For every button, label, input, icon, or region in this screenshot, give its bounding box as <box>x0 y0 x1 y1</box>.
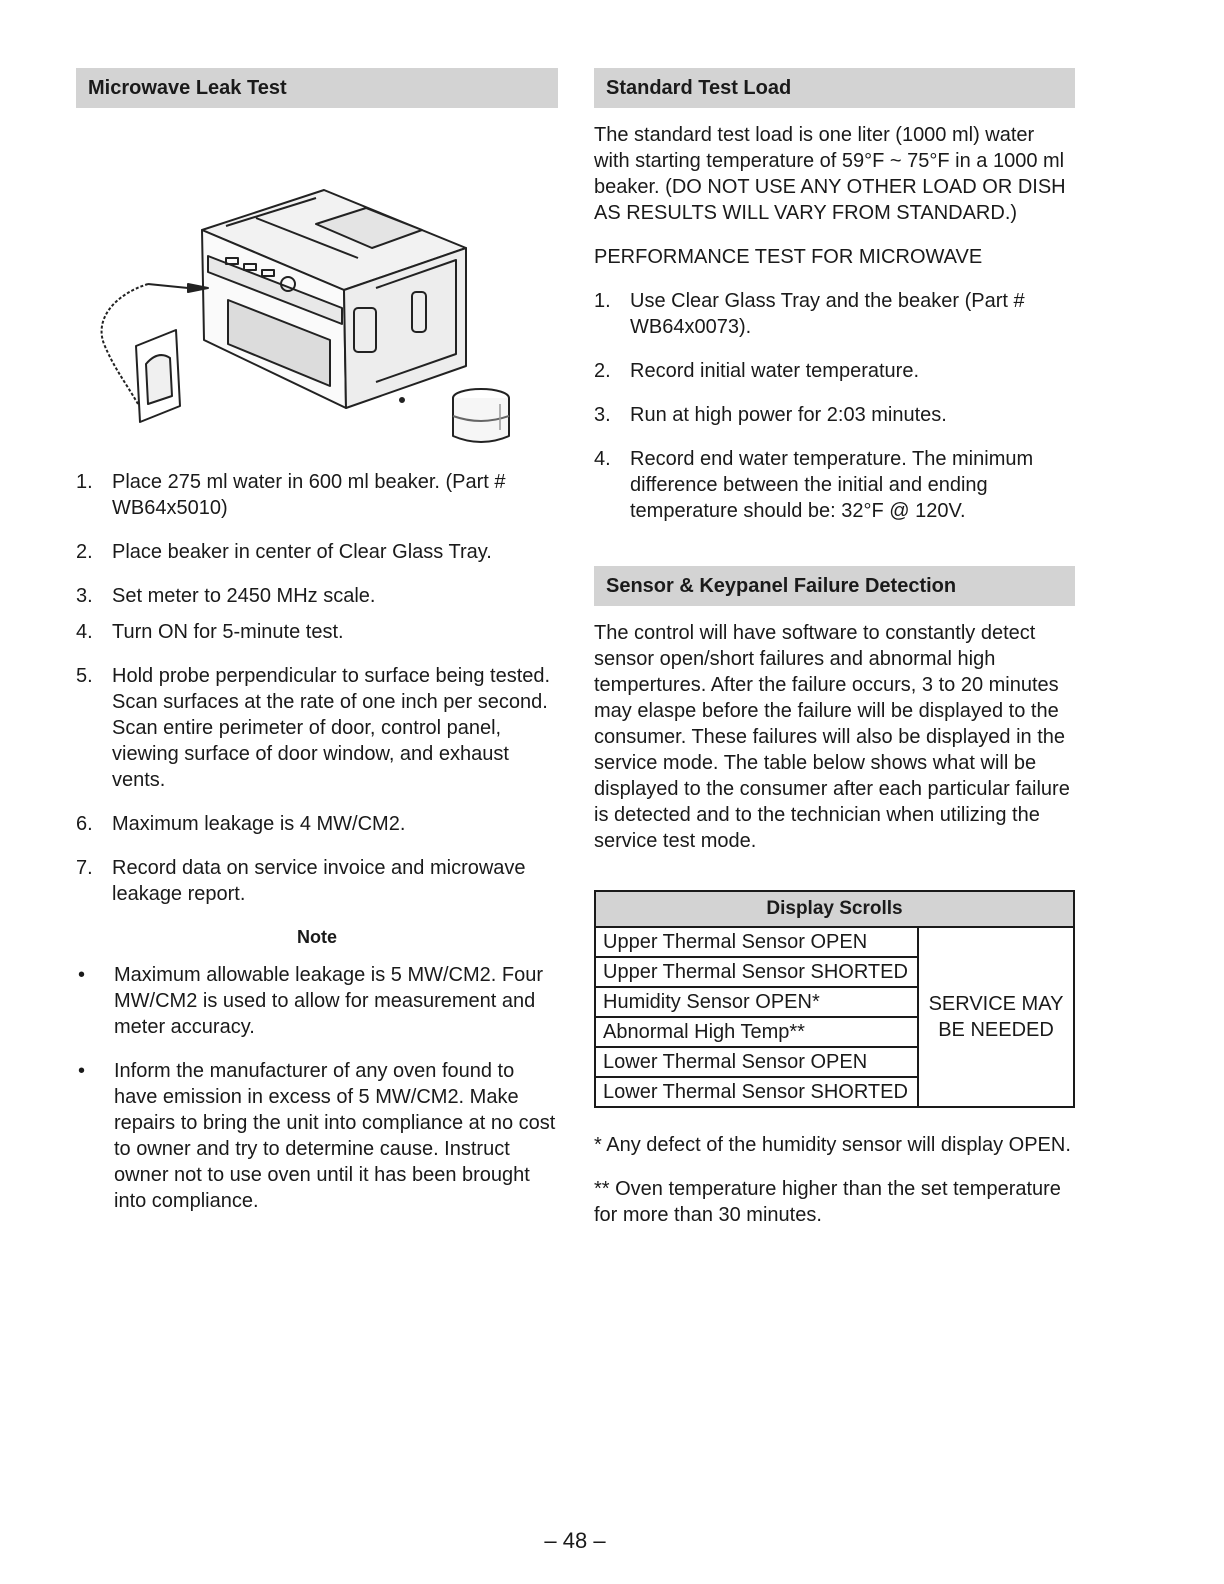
bullet-text: Inform the manufacturer of any oven found to have emission in excess of 5 MW/CM2. Make repairs to bring the unit into compliance at no cost to owner and try to determine cause. Instruct owner not to use oven until it has been brought into compliance. <box>114 1060 556 1212</box>
list-item <box>594 358 1075 384</box>
leak-test-steps <box>76 469 558 907</box>
step-text: Hold probe perpendicular to surface being tested. Scan surfaces at the rate of one inch per second. Scan entire perimeter of door, control panel, viewing surface of door window, and exhaust vents. <box>112 665 551 791</box>
step-number: 2. <box>594 360 611 382</box>
note-bullets <box>76 962 558 1214</box>
bullet-text: Maximum allowable leakage is 5 MW/CM2. Four MW/CM2 is used to allow for measurement and meter accuracy. <box>114 964 544 1038</box>
footnote-oven-temp: ** Oven temperature higher than the set temperature for more than 30 minutes. <box>594 1178 1061 1226</box>
step-text: Record initial water temperature. <box>630 360 920 382</box>
step-text: Use Clear Glass Tray and the beaker (Part # WB64x0073). <box>630 290 1025 338</box>
footnote-humidity: * Any defect of the humidity sensor will display OPEN. <box>594 1134 1071 1156</box>
performance-test-title: PERFORMANCE TEST FOR MICROWAVE <box>594 246 983 268</box>
list-item <box>76 469 558 521</box>
table-cell: Upper Thermal Sensor SHORTED <box>595 957 918 987</box>
list-item <box>76 539 558 565</box>
step-number: 6. <box>76 813 93 835</box>
page-number: – 48 – <box>544 1528 606 1553</box>
list-item <box>76 663 558 793</box>
list-item <box>594 402 1075 428</box>
step-text: Run at high power for 2:03 minutes. <box>630 404 947 426</box>
standard-load-intro: The standard test load is one liter (1000 ml) water with starting temperature of 59°F ~ 75°F in a 1000 ml beaker. (DO NOT USE ANY OTHER LOAD OR DISH AS RESULTS WILL VARY FROM STANDARD.) <box>594 124 1066 224</box>
table-cell: Upper Thermal Sensor OPEN <box>595 927 918 957</box>
list-item <box>76 962 558 1040</box>
table-cell: Lower Thermal Sensor SHORTED <box>595 1077 918 1107</box>
step-number: 5. <box>76 665 93 687</box>
step-text: Record data on service invoice and microwave leakage report. <box>112 857 526 905</box>
list-item <box>76 855 558 907</box>
list-item <box>76 583 558 609</box>
failure-detection-text: The control will have software to constantly detect sensor open/short failures and abnormal high tempertures. After the failure occurs, 3 to 20 minutes may elaspe before the failure will be displayed to the consumer. These failures will also be displayed in the service mode. The table below shows what will be displayed to the consumer after each particular failure is detected and to the technician when utilizing the service test mode. <box>594 622 1070 852</box>
step-number: 1. <box>76 471 93 493</box>
step-text: Record end water temperature. The minimum difference between the initial and ending temperature should be: 32°F @ 120V. <box>630 448 1034 522</box>
table-cell: Lower Thermal Sensor OPEN <box>595 1047 918 1077</box>
step-text: Maximum leakage is 4 MW/CM2. <box>112 813 406 835</box>
table-row <box>595 927 1074 957</box>
table-cell: Humidity Sensor OPEN* <box>595 987 918 1017</box>
table-header: Display Scrolls <box>595 891 1074 927</box>
table-header-row <box>595 891 1074 927</box>
bullet-marker: • <box>78 1060 86 1082</box>
step-number: 4. <box>594 448 611 470</box>
note-title: Note <box>297 927 337 947</box>
performance-test-steps <box>594 288 1075 524</box>
list-item <box>76 1058 558 1214</box>
table-cell: Abnormal High Temp** <box>595 1017 918 1047</box>
section-heading-standard-test-load: Standard Test Load <box>594 68 1075 108</box>
step-number: 7. <box>76 857 93 879</box>
step-number: 4. <box>76 621 93 643</box>
left-column <box>76 68 558 1232</box>
step-text: Turn ON for 5-minute test. <box>112 621 344 643</box>
step-text: Place beaker in center of Clear Glass Tray. <box>112 541 492 563</box>
list-item <box>594 446 1075 524</box>
list-item <box>76 619 558 645</box>
service-may-be-needed-cell: SERVICE MAY BE NEEDED <box>918 927 1074 1107</box>
section-heading-leak-test: Microwave Leak Test <box>76 68 558 108</box>
list-item <box>594 288 1075 340</box>
step-number: 1. <box>594 290 611 312</box>
bullet-marker: • <box>78 964 86 986</box>
oven-leak-test-illustration <box>76 118 558 448</box>
step-number: 2. <box>76 541 93 563</box>
step-number: 3. <box>594 404 611 426</box>
step-text: Place 275 ml water in 600 ml beaker. (Part # WB64x5010) <box>112 471 506 519</box>
step-number: 3. <box>76 585 93 607</box>
list-item <box>76 811 558 837</box>
section-heading-sensor-failure: Sensor & Keypanel Failure Detection <box>594 566 1075 606</box>
display-scrolls-table <box>594 890 1075 1108</box>
step-text: Set meter to 2450 MHz scale. <box>112 585 376 607</box>
right-column <box>594 68 1075 1228</box>
